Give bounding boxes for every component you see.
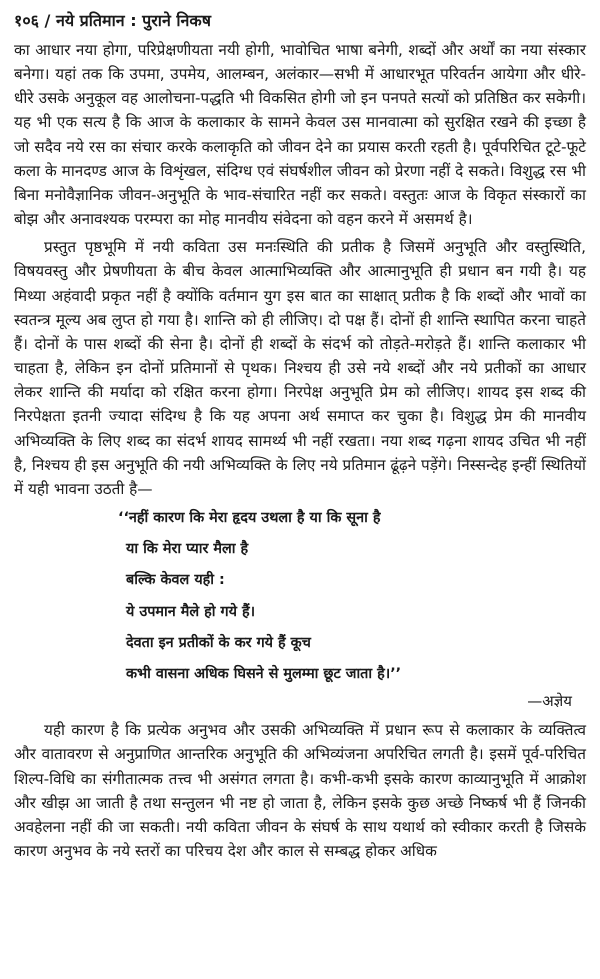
paragraph-2: प्रस्तुत पृष्ठभूमि में नयी कविता उस मनःस्थिति की प्रतीक है जिसमें अनुभूति और वस्तुस्थिति, विषयवस्तु और प्रेषणीयता के बीच केवल आत्माभिव्यक्ति और आत्मानुभूति ही प्रधान बन गयी है। यह मिथ्या अहंवादी प्रकृत नहीं है क्योंकि वर्तमान युग इस बात का साक्षात् प्रतीक है कि शब्दों और भावों का स्वतन्त्र मूल्य अब लुप्त हो गया है। शान्ति को ही लीजिए। दो पक्ष हैं। दोनों ही शान्ति स्थापित करना चाहते हैं। दोनों के पास शब्दों की सेना है। दोनों ही शब्दों के संदर्भ को तोड़ते-मरोड़ते हैं। शान्ति कलाकार भी चाहता है, लेकिन इन दोनों प्रतिमानों से पृथक। निश्चय ही उसे नये शब्दों और नये प्रतीकों का आधार लेकर शान्ति की मर्यादा को रक्षित करना होगा। निरपेक्ष अनुभूति प्रेम को लीजिए। शायद इस शब्द की निरपेक्षता इतनी ज्यादा संदिग्ध है कि यह अपना अर्थ समाप्त कर चुका है। विशुद्ध प्रेम की मानवीय अभिव्यक्ति के लिए शब्द का संदर्भ शायद सामर्थ्य भी नहीं रखता। नया शब्द गढ़ना शायद उचित भी नहीं है, निश्चय ही इस अनुभूति की नयी अभिव्यक्ति के लिए नये प्रतिमान ढूंढ़ने पड़ेंगे। निस्सन्देह इन्हीं स्थितियों में यही भावना उठती है— [14,238,586,498]
paragraph-1: का आधार नया होगा, परिप्रेक्षणीयता नयी होगी, भावोचित भाषा बनेगी, शब्दों और अर्थों का नया संस्कार बनेगा। यहां तक कि उपमा, उपमेय, आलम्बन, अलंकार—सभी में आधारभूत परिवर्तन आयेगा और धीरे-धीरे उसके अनुकूल वह आलोचना-पद्धति भी विकसित होगी जो इन पनपते सत्यों को प्रतिष्ठित कर सकेगी। यह भी एक सत्य है कि आज के कलाकार के सामने केवल उस मानवात्मा को सुरक्षित रखने की इच्छा है जो सदैव नये रस का संचार करके कलाकृति को जीवन देने का प्रयास करती रहती है। पूर्वपरिचित टूटे-फूटे कला के मानदण्ड आज के विशृंखल, संदिग्ध एवं संघर्षशील जीवन को प्रेरणा नहीं दे सकते। विशुद्ध रस भी बिना मनोवैज्ञानिक जीवन-अनुभूति के भाव-संचारित नहीं कर सकते। वस्तुतः आज के विकृत संस्कारों का बोझ और अनावश्यक परम्परा का मोह मानवीय संवेदना को वहन करने में असमर्थ है। [14,41,586,229]
running-head: १०६ / नये प्रतिमान : पुराने निकष [14,11,211,30]
poem-quote [118,503,586,690]
paragraph-3: यही कारण है कि प्रत्येक अनुभव और उसकी अभिव्यक्ति में प्रधान रूप से कलाकार के व्यक्तित्व और वातावरण से अनुप्राणित आन्तरिक अनुभूति की अभिव्यंजना अपरिचित लगती है। इसमें पूर्व-परिचित शिल्प-विधि का संगीतात्मक तत्त्व भी असंगत लगता है। कभी-कभी इसके कारण काव्यानुभूति में आक्रोश और खीझ आ जाती है तथा सन्तुलन भी नष्ट हो जाता है, लेकिन इसके कुछ अच्छे निष्कर्ष भी हैं जिनकी अवहेलना नहीं की जा सकती। नयी कविता जीवन के संघर्ष के साथ यथार्थ को स्वीकार करती है जिसके कारण अनुभव के नये स्तरों का परिचय देश और काल से सम्बद्ध होकर अधिक [14,721,586,860]
poem-attribution: —अज्ञेय [527,692,572,711]
poem-line: कभी वासना अधिक घिसने से मुलम्मा छूट जाता है।’’ [126,665,402,682]
poem-line: बल्कि केवल यही : [126,572,225,589]
poem-line: ‘‘नहीं कारण कि मेरा हृदय उथला है या कि सूना है [118,509,381,526]
poem-line: या कि मेरा प्यार मैला है [126,541,249,558]
poem-line: देवता इन प्रतीकों के कर गये हैं कूच [126,634,311,651]
poem-line: ये उपमान मैले हो गये हैं। [126,603,256,620]
